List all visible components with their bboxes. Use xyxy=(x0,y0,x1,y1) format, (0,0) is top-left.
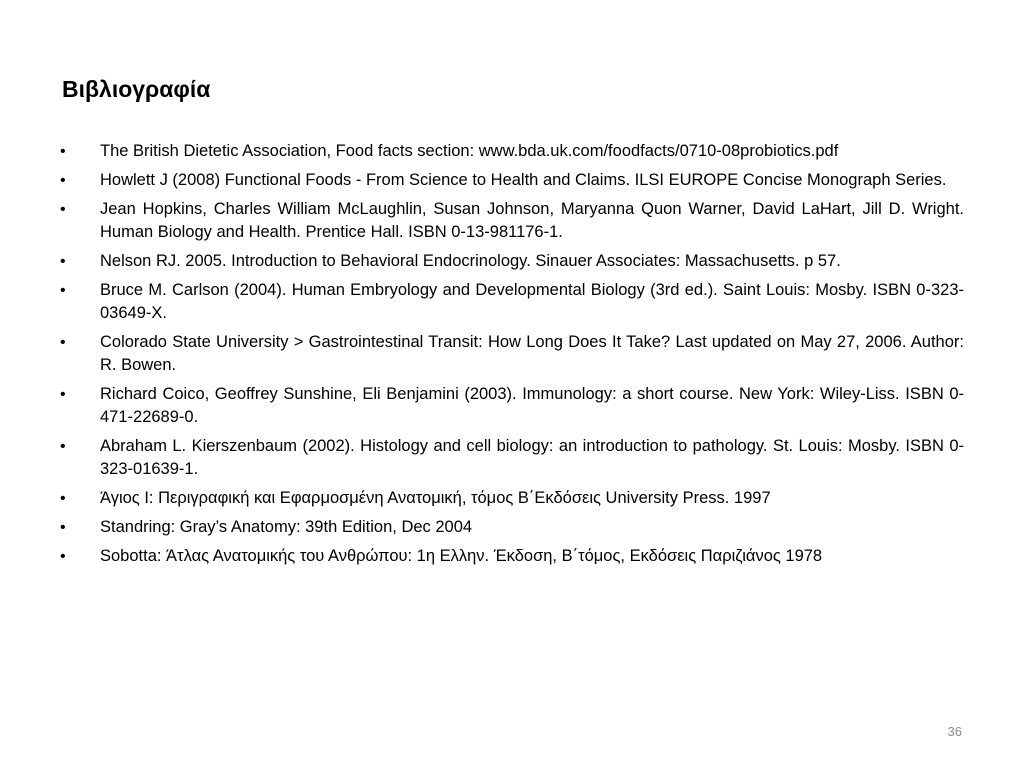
bullet-icon: • xyxy=(60,334,66,351)
bullet-icon: • xyxy=(60,282,66,299)
bullet-icon: • xyxy=(60,548,66,565)
reference-item xyxy=(58,250,964,273)
reference-item xyxy=(58,331,964,377)
bullet-icon: • xyxy=(60,519,66,536)
reference-text: Nelson RJ. 2005. Introduction to Behavioral Endocrinology. Sinauer Associates: Massachusetts. p 57. xyxy=(100,252,841,270)
reference-text: Colorado State University > Gastrointestinal Transit: How Long Does It Take? Last updated on May 27, 2006. Author: R. Bowen. xyxy=(100,333,964,374)
reference-item xyxy=(58,169,964,192)
reference-text: Howlett J (2008) Functional Foods - From Science to Health and Claims. ILSI EUROPE Concise Monograph Series. xyxy=(100,171,947,189)
reference-text: Sobotta: Άτλας Ανατομικής του Ανθρώπου: 1η Ελλην. Έκδοση, Β΄τόμος, Εκδόσεις Παριζιάνος 1978 xyxy=(100,547,823,565)
reference-text: Richard Coico, Geoffrey Sunshine, Eli Benjamini (2003). Immunology: a short course. New York: Wiley-Liss. ISBN 0-471-22689-0. xyxy=(100,385,964,426)
slide-title: Βιβλιογραφία xyxy=(62,76,211,102)
reference-item xyxy=(58,545,964,568)
reference-item xyxy=(58,516,964,539)
reference-text: Jean Hopkins, Charles William McLaughlin, Susan Johnson, Maryanna Quon Warner, David LaHart, Jill D. Wright. Human Biology and Health. Prentice Hall. ISBN 0-13-981176-1. xyxy=(100,200,964,241)
reference-list xyxy=(58,140,964,574)
reference-item xyxy=(58,198,964,244)
bullet-icon: • xyxy=(60,172,66,189)
bullet-icon: • xyxy=(60,490,66,507)
bullet-icon: • xyxy=(60,201,66,218)
page-number: 36 xyxy=(947,724,962,739)
reference-item xyxy=(58,140,964,163)
reference-text: Standring: Gray’s Anatomy: 39th Edition, Dec 2004 xyxy=(100,518,473,536)
reference-item xyxy=(58,279,964,325)
reference-item xyxy=(58,383,964,429)
reference-item xyxy=(58,435,964,481)
reference-text: Abraham L. Kierszenbaum (2002). Histology and cell biology: an introduction to pathology. St. Louis: Mosby. ISBN 0-323-01639-1. xyxy=(100,437,964,478)
reference-text: Bruce M. Carlson (2004). Human Embryology and Developmental Biology (3rd ed.). Saint Louis: Mosby. ISBN 0-323-03649-X. xyxy=(100,281,964,322)
reference-item xyxy=(58,487,964,510)
reference-text: Άγιος Ι: Περιγραφική και Εφαρμοσμένη Ανατομική, τόμος Β΄Εκδόσεις University Press. 1997 xyxy=(100,489,771,507)
reference-text: The British Dietetic Association, Food facts section: www.bda.uk.com/foodfacts/0710-08probiotics.pdf xyxy=(100,142,839,160)
bullet-icon: • xyxy=(60,143,66,160)
bullet-icon: • xyxy=(60,438,66,455)
bullet-icon: • xyxy=(60,253,66,270)
bullet-icon: • xyxy=(60,386,66,403)
